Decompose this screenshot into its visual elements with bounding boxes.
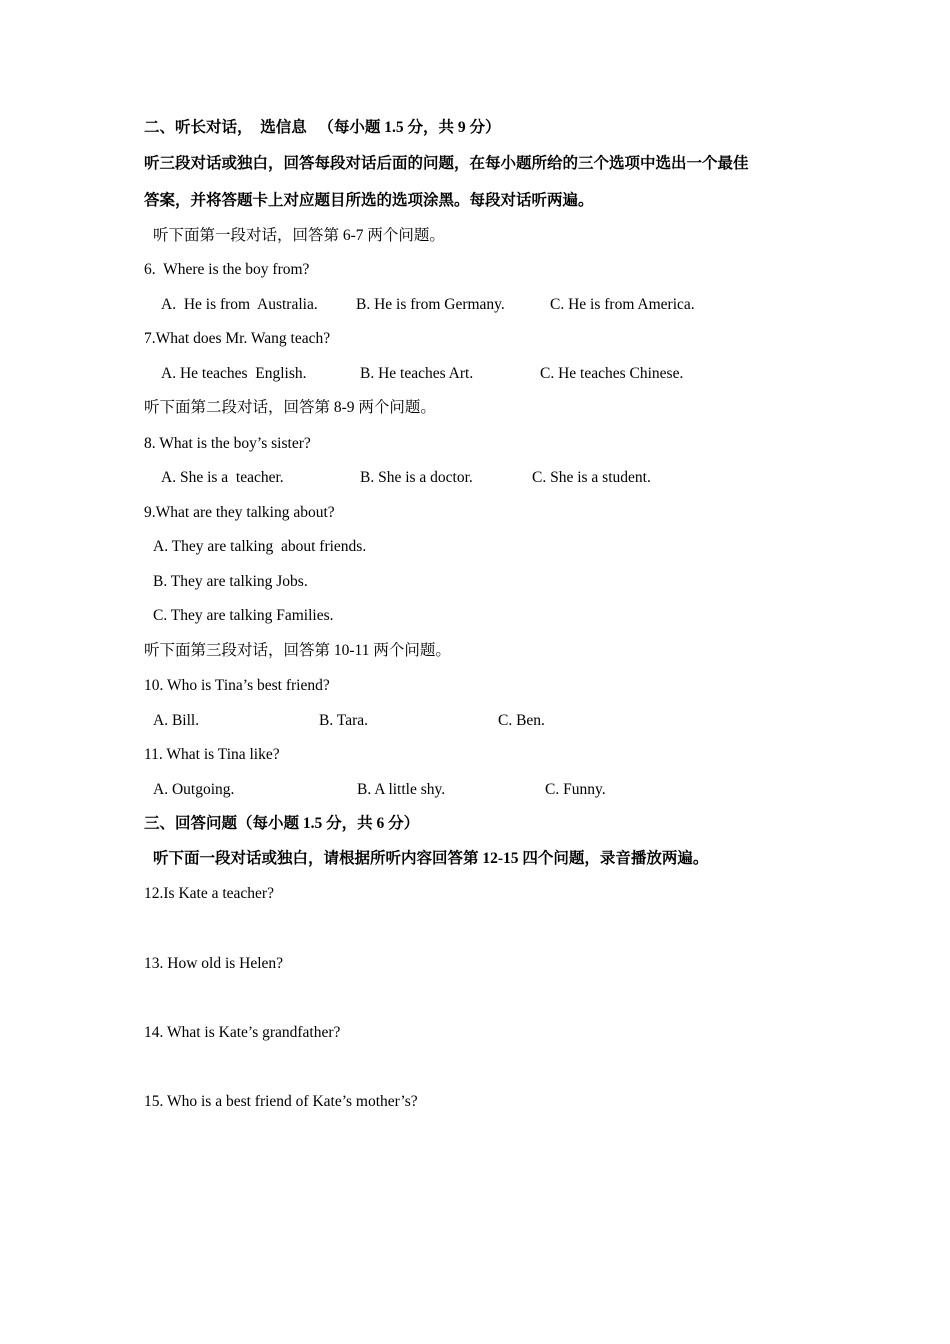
question-14: 14. What is Kate’s grandfather? [144,1024,341,1041]
q8-option-b: B. She is a doctor. [360,469,473,486]
q6-option-a: A. He is from Australia. [161,296,318,313]
q7-option-b: B. He teaches Art. [360,365,474,382]
question-12: 12.Is Kate a teacher? [144,885,274,902]
section3-heading: 三、回答问题（每小题 1.5 分，共 6 分） [144,815,420,832]
q6-option-b: B. He is from Germany. [356,296,505,313]
q9-option-b: B. They are talking Jobs. [153,573,308,590]
q11-option-a: A. Outgoing. [153,781,235,798]
question-6: 6. Where is the boy from? [144,261,310,278]
q7-option-a: A. He teaches English. [161,365,307,382]
dialog3-intro: 听下面第三段对话，回答第 10-11 两个问题。 [144,642,451,659]
question-11: 11. What is Tina like? [144,746,280,763]
section3-instruction: 听下面一段对话或独白，请根据所听内容回答第 12-15 四个问题，录音播放两遍。 [153,850,709,867]
dialog1-intro: 听下面第一段对话，回答第 6-7 两个问题。 [153,227,445,244]
question-10: 10. Who is Tina’s best friend? [144,677,330,694]
q11-option-c: C. Funny. [545,781,606,798]
dialog2-intro: 听下面第二段对话，回答第 8-9 两个问题。 [144,399,436,416]
q7-option-c: C. He teaches Chinese. [540,365,684,382]
q8-option-a: A. She is a teacher. [161,469,284,486]
q10-option-a: A. Bill. [153,712,200,729]
question-8: 8. What is the boy’s sister? [144,435,311,452]
q11-option-b: B. A little shy. [357,781,446,798]
question-9: 9.What are they talking about? [144,504,335,521]
q10-option-b: B. Tara. [319,712,368,729]
question-7: 7.What does Mr. Wang teach? [144,330,331,347]
q6-option-c: C. He is from America. [550,296,695,313]
question-13: 13. How old is Helen? [144,955,284,972]
question-15: 15. Who is a best friend of Kate’s mother’s? [144,1093,418,1110]
q10-option-c: C. Ben. [498,712,545,729]
section2-heading: 二、听长对话， 选信息 （每小题 1.5 分，共 9 分） [144,119,501,136]
q9-option-c: C. They are talking Families. [153,607,334,624]
q8-option-c: C. She is a student. [532,469,651,486]
section2-instruction-line1: 听三段对话或独白，回答每段对话后面的问题，在每小题所给的三个选项中选出一个最佳 [144,155,749,172]
section2-instruction-line2: 答案，并将答题卡上对应题目所选的选项涂黑。每段对话听两遍。 [144,192,594,209]
q9-option-a: A. They are talking about friends. [153,538,367,555]
